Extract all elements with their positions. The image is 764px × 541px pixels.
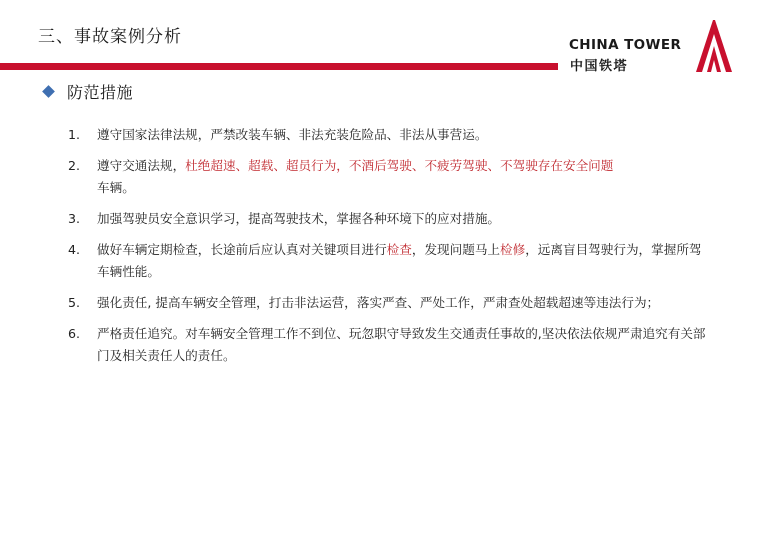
diamond-bullet-icon [42,85,55,98]
item-text: 遵守交通法规， [97,158,186,173]
list-item [68,323,708,367]
item-text-highlight: 检修 [500,242,526,257]
item-text: 加强驾驶员安全意识学习，提高驾驶技术，掌握各种环境下的应对措施。 [97,211,500,226]
item-number: 6. [68,326,81,341]
item-number: 5. [68,295,81,310]
item-text: 做好车辆定期检查，长途前后应认真对关键项目进行 [97,242,387,257]
logo-english-text: CHINA TOWER [569,37,682,53]
item-number: 3. [68,211,81,226]
china-tower-logo [569,20,739,74]
item-text: 强化责任, 提高车辆安全管理，打击非法运营，落实严查、严处工作，严肃查处超载超速等违法行为； [97,295,660,310]
measures-list [68,124,708,376]
list-item [68,239,708,283]
item-text: ，远离盲目驾驶行为，掌握所驾车辆性能。 [97,242,702,279]
item-text: 遵守国家法律法规，严禁改装车辆、非法充装危险品、非法从事营运。 [97,127,488,142]
list-item [68,124,708,146]
list-item [68,208,708,230]
logo-chinese-text: 中国铁塔 [570,59,629,74]
section-heading [44,80,133,103]
item-number: 2. [68,158,81,173]
header-divider [0,63,558,70]
china-tower-mark-icon [695,20,733,72]
section-title: 防范措施 [67,83,134,102]
item-number: 4. [68,242,81,257]
item-text: 严格责任追究。对车辆安全管理工作不到位、玩忽职守导致发生交通责任事故的,坚决依法依规严肃追究有关部门及相关责任人的责任。 [97,326,706,363]
list-item [68,292,708,314]
item-text: 车辆。 [97,180,135,195]
page-title: 三、事故案例分析 [38,27,182,47]
item-text-highlight: 检查 [386,242,412,257]
item-number: 1. [68,127,81,142]
item-text-highlight: 杜绝超速、超载、超员行为，不酒后驾驶、不疲劳驾驶、不驾驶存在安全问题 [185,158,614,173]
item-text: ，发现问题马上 [411,242,500,257]
list-item [68,155,708,199]
